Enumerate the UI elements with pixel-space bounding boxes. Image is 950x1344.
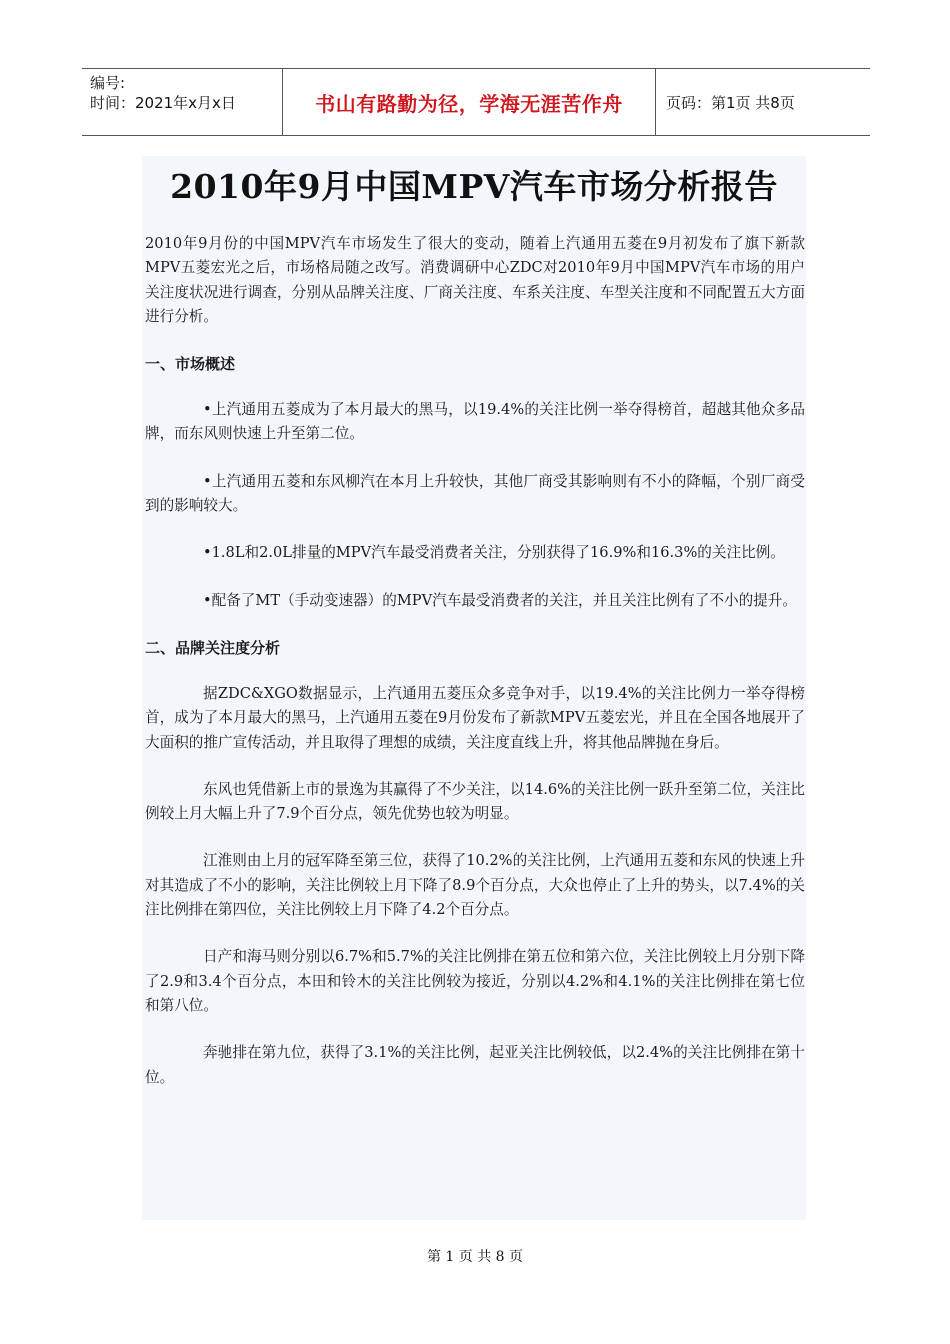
document-number-label: 编号:: [90, 74, 126, 92]
header-motto: 书山有路勤为径，学海无涯苦作舟: [282, 69, 656, 135]
brand-paragraph: 东风也凭借新上市的景逸为其赢得了不少关注，以14.6%的关注比例一跃升至第二位，关注比例较上月大幅上升了7.9个百分点，领先优势也较为明显。: [145, 780, 805, 823]
section-heading-brand-analysis: 二、品牌关注度分析: [145, 638, 281, 657]
overview-bullet: •1.8L和2.0L排量的MPV汽车最受消费者关注，分别获得了16.9%和16.3%的关注比例。: [203, 544, 785, 562]
intro-paragraph: 2010年9月份的中国MPV汽车市场发生了很大的变动，随着上汽通用五菱在9月初发布了旗下新款MPV五菱宏光之后，市场格局随之改写。消费调研中心ZDC对2010年9月中国MPV汽车市场的用户关注度状况进行调查，分别从品牌关注度、厂商关注度、车系关注度、车型关注度和不同配置五大方面进行分析。: [145, 235, 805, 325]
overview-bullet: •上汽通用五菱和东风柳汽在本月上升较快，其他厂商受其影响则有不小的降幅，个别厂商受到的影响较大。: [145, 472, 805, 515]
page-footer: 第 1 页 共 8 页: [426, 1249, 524, 1265]
document-body: [145, 232, 805, 1113]
overview-bullet: •上汽通用五菱成为了本月最大的黑马，以19.4%的关注比例一举夺得榜首，超越其他众多品牌，而东风则快速上升至第二位。: [145, 401, 805, 443]
section-heading-market-overview: 一、市场概述: [145, 355, 236, 374]
overview-bullet: •配备了MT（手动变速器）的MPV汽车最受消费者的关注，并且关注比例有了不小的提升。: [203, 591, 797, 609]
header-meta-cell: [82, 69, 282, 135]
document-date-label: 时间：2021年x月x日: [90, 94, 236, 112]
brand-paragraph: 江淮则由上月的冠军降至第三位，获得了10.2%的关注比例，上汽通用五菱和东风的快速上升对其造成了不小的影响，关注比例较上月下降了8.9个百分点，大众也停止了上升的势头，以7.4%的关注比例排在第四位，关注比例较上月下降了4.2个百分点。: [145, 852, 805, 919]
brand-paragraph: 日产和海马则分别以6.7%和5.7%的关注比例排在第五位和第六位，关注比例较上月分别下降了2.9和3.4个百分点，本田和铃木的关注比例较为接近，分别以4.2%和4.1%的关注比例排在第七位和第八位。: [145, 948, 805, 1014]
brand-paragraph: 奔驰排在第九位，获得了3.1%的关注比例，起亚关注比例较低，以2.4%的关注比例排在第十位。: [145, 1044, 805, 1086]
document-header: [82, 68, 870, 136]
header-page-info: 页码：第1页 共8页: [666, 93, 795, 112]
content-panel: [142, 156, 806, 1220]
brand-paragraph: 据ZDC&XGO数据显示，上汽通用五菱压众多竞争对手，以19.4%的关注比例力一举夺得榜首，成为了本月最大的黑马，上汽通用五菱在9月份发布了新款MPV五菱宏光，并且在全国各地展开了大面积的推广宣传活动，并且取得了理想的成绩，关注度直线上升，将其他品牌抛在身后。: [145, 684, 805, 751]
document-title: 2010年9月中国MPV汽车市场分析报告: [170, 167, 778, 206]
